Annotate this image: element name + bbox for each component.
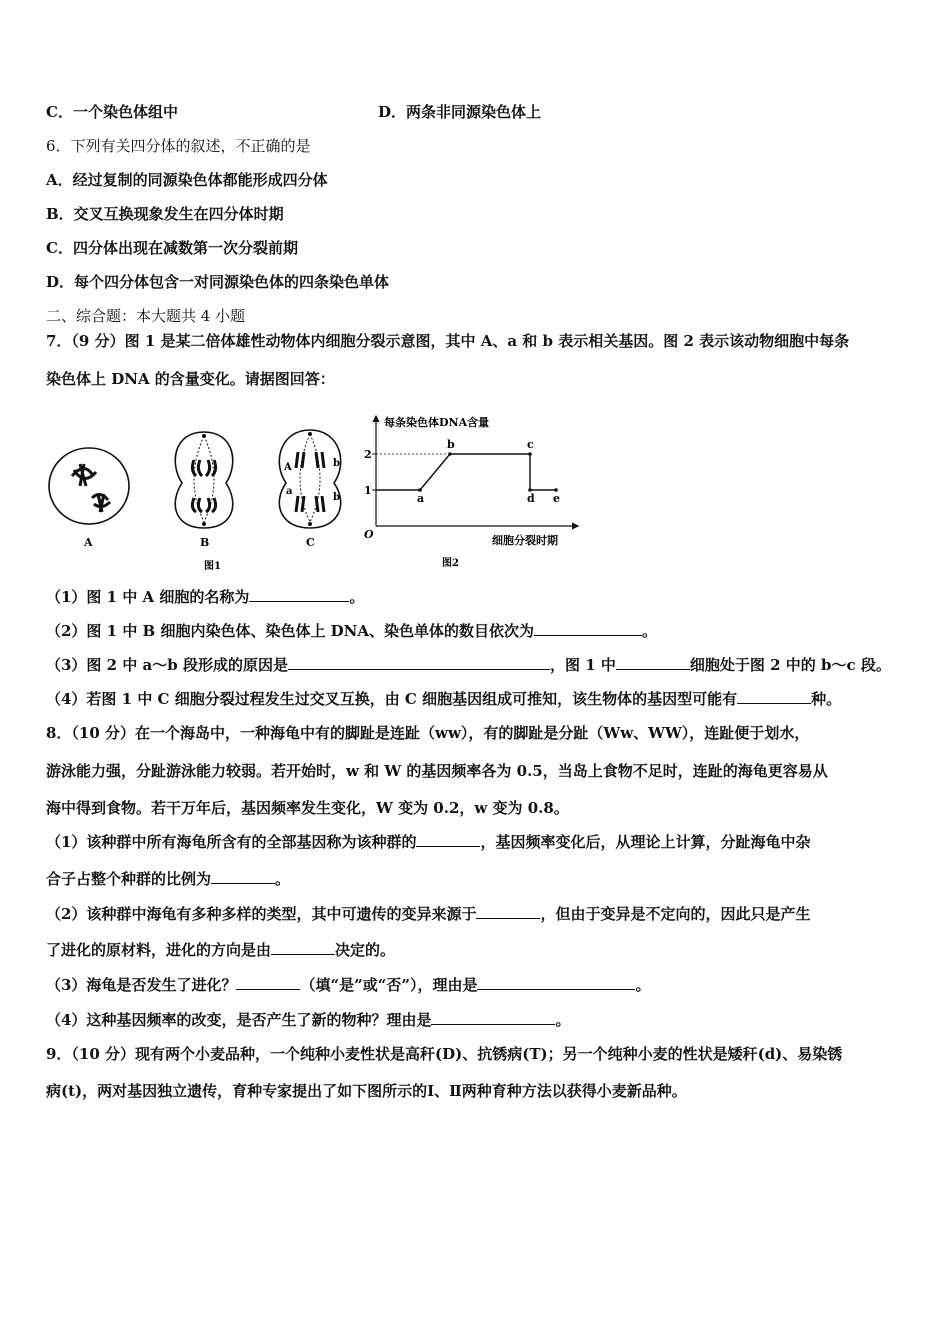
x-axis-label: 细胞分裂时期 (492, 534, 558, 547)
q6-option-b: B．交叉互换现象发生在四分体时期 (46, 205, 284, 223)
answer-blank[interactable] (236, 975, 300, 990)
q8-line3: 海中得到食物。若干万年后，基因频率发生变化，W 变为 0.2，w 变为 0.8。 (46, 799, 569, 817)
y-tick-label: 2 (364, 448, 372, 461)
point-b (448, 452, 452, 456)
answer-blank[interactable] (271, 940, 335, 955)
point-label-b: b (447, 438, 455, 451)
figure-1 (44, 418, 364, 578)
y-axis-label: 每条染色体DNA含量 (384, 416, 490, 429)
cell-a (49, 448, 129, 549)
cell-label-b: B (200, 536, 210, 549)
point-label-a: a (417, 492, 425, 505)
answer-blank[interactable] (534, 621, 642, 636)
gene-label-b-bottom: b (333, 492, 340, 503)
answer-blank[interactable] (249, 587, 349, 602)
cell-c (279, 430, 340, 549)
q7-stem-line1: 7．（9 分）图 1 是某二倍体雄性动物体内细胞分裂示意图，其中 A、a 和 b 表示相关基因。图 2 表示该动物细胞中每条 (46, 332, 850, 350)
gene-label-a: a (286, 486, 293, 497)
q6-stem: 6．下列有关四分体的叙述，不正确的是 (46, 137, 311, 155)
answer-blank[interactable] (616, 655, 690, 670)
q7-sub1: （1）图 1 中 A 细胞的名称为 。 (46, 588, 365, 606)
q5-option-c: C．一个染色体组中 (46, 103, 178, 121)
point-label-c: c (527, 438, 534, 451)
cell-label-c: C (306, 536, 315, 549)
q8-sub1-line2: 合子占整个种群的比例为 。 (46, 870, 291, 888)
answer-blank[interactable] (211, 869, 275, 884)
q8-line2: 游泳能力强，分趾游泳能力较弱。若开始时，w 和 W 的基因频率各为 0.5，当岛上食物不足时，连趾的海龟更容易从 (46, 762, 828, 780)
q6-option-c: C．四分体出现在减数第一次分裂前期 (46, 239, 298, 257)
q8-sub1-line1: （1）该种群中所有海龟所含有的全部基因称为该种群的 ，基因频率变化后，从理论上计算，分趾海龟中杂 (46, 833, 811, 851)
answer-blank[interactable] (288, 655, 550, 670)
cell-b (175, 432, 232, 572)
q8-sub2-line2: 了进化的原材料，进化的方向是由 决定的。 (46, 941, 396, 959)
q9-line2: 病(t)，两对基因独立遗传，育种专家提出了如下图所示的Ⅰ、Ⅱ两种育种方法以获得小麦新品种。 (46, 1082, 687, 1100)
answer-blank[interactable] (477, 975, 635, 990)
figure-2-caption: 图2 (442, 558, 459, 569)
q6-option-a: A．经过复制的同源染色体都能形成四分体 (46, 171, 328, 189)
gene-label-A: A (284, 462, 292, 473)
q8-sub3: （3）海龟是否发生了进化？ （填“是”或“否”），理由是 。 (46, 976, 651, 994)
q5-option-d: D．两条非同源染色体上 (378, 103, 542, 121)
q7-sub3: （3）图 2 中 a～b 段形成的原因是 ，图 1 中 细胞处于图 2 中的 b～c 段。 (46, 656, 891, 674)
cell-label-a: A (84, 536, 93, 549)
point-c (528, 452, 532, 456)
line-segment (420, 454, 450, 490)
gene-label-b-top: b (333, 458, 340, 469)
y-tick-label: 1 (364, 484, 372, 497)
q7-sub2: （2）图 1 中 B 细胞内染色体、染色体上 DNA、染色单体的数目依次为 。 (46, 622, 658, 640)
q7-sub4: （4）若图 1 中 C 细胞分裂过程发生过交叉互换，由 C 细胞基因组成可推知，该生物体的基因型可能有 种。 (46, 690, 842, 708)
point-label-d: d (527, 492, 535, 505)
q8-sub2-line1: （2）该种群中海龟有多种多样的类型，其中可遗传的变异来源于 ，但由于变异是不定向的，因此只是产生 (46, 905, 811, 923)
point-label-e: e (553, 492, 560, 505)
answer-blank[interactable] (476, 904, 540, 919)
origin-label: O (364, 528, 374, 541)
answer-blank[interactable] (737, 689, 811, 704)
q8-line1: 8．（10 分）在一个海岛中，一种海龟中有的脚趾是连趾（ww），有的脚趾是分趾（Ww、WW），连趾便于划水， (46, 724, 810, 742)
section-heading: 二、综合题：本大题共 4 小题 (46, 307, 246, 325)
q8-sub4: （4）这种基因频率的改变，是否产生了新的物种？理由是 。 (46, 1011, 571, 1029)
answer-blank[interactable] (431, 1010, 555, 1025)
q7-stem-line2: 染色体上 DNA 的含量变化。请据图回答： (46, 370, 335, 388)
q9-line1: 9．（10 分）现有两个小麦品种，一个纯种小麦性状是高秆(D)、抗锈病(T)；另一个纯种小麦的性状是矮秆(d)、易染锈 (46, 1045, 843, 1063)
figure-2-chart (360, 410, 590, 570)
q6-option-d: D．每个四分体包含一对同源染色体的四条染色单体 (46, 273, 390, 291)
figure-1-caption: 图1 (204, 561, 221, 572)
answer-blank[interactable] (416, 832, 480, 847)
